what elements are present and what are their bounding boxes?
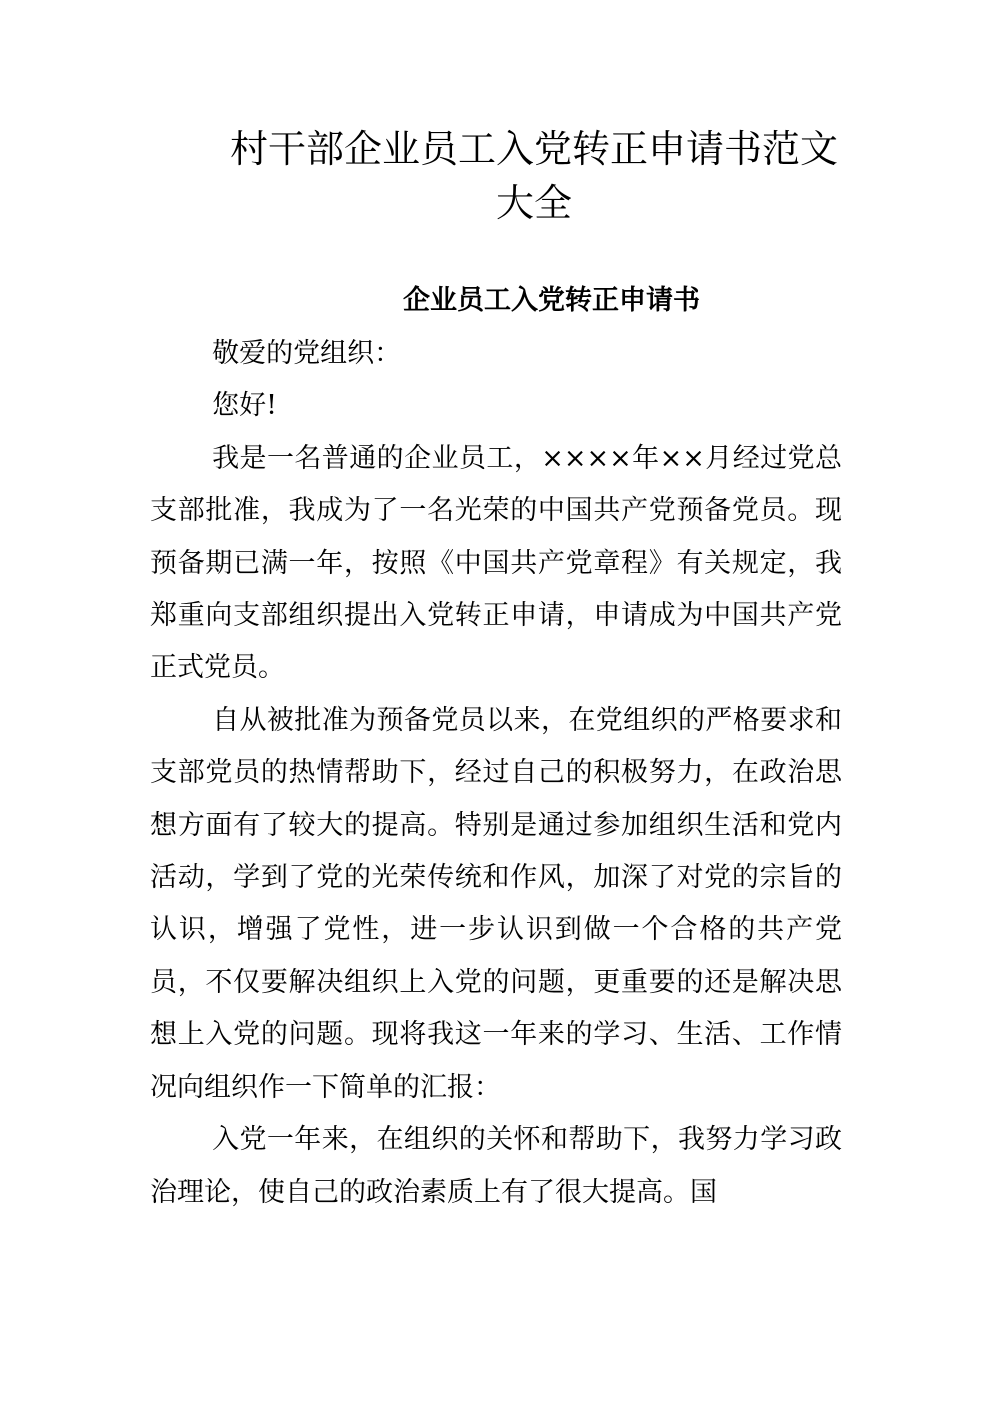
- document-title: 村干部企业员工入党转正申请书范文大全: [229, 127, 838, 225]
- body-paragraph: 自从被批准为预备党员以来，在党组织的严格要求和支部党员的热情帮助下，经过自己的积极努力，在政治思想方面有了较大的提高。特别是通过参加组织生活和党内活动，学到了党的光荣传统和作风，加深了对党的宗旨的认识，增强了党性，进一步认识到做一个合格的共产党员，不仅要解决组织上入党的问题，更重要的还是解决思想上入党的问题。现将我这一年来的学习、生活、工作情况向组织作一下简单的汇报：: [150, 704, 842, 1103]
- greeting: 您好!: [212, 390, 277, 422]
- body-paragraph: 入党一年来，在组织的关怀和帮助下，我努力学习政治理论，使自己的政治素质上有了很大提高。国: [150, 1124, 842, 1208]
- document-subtitle: 企业员工入党转正申请书: [403, 285, 700, 316]
- body-paragraph: 我是一名普通的企业员工，××××年××月经过党总支部批准，我成为了一名光荣的中国共产党预备党员。现预备期已满一年，按照《中国共产党章程》有关规定，我郑重向支部组织提出入党转正申请，申请成为中国共产党正式党员。: [150, 442, 842, 684]
- document-body: [150, 328, 842, 1219]
- salutation: 敬爱的党组织：: [212, 338, 402, 369]
